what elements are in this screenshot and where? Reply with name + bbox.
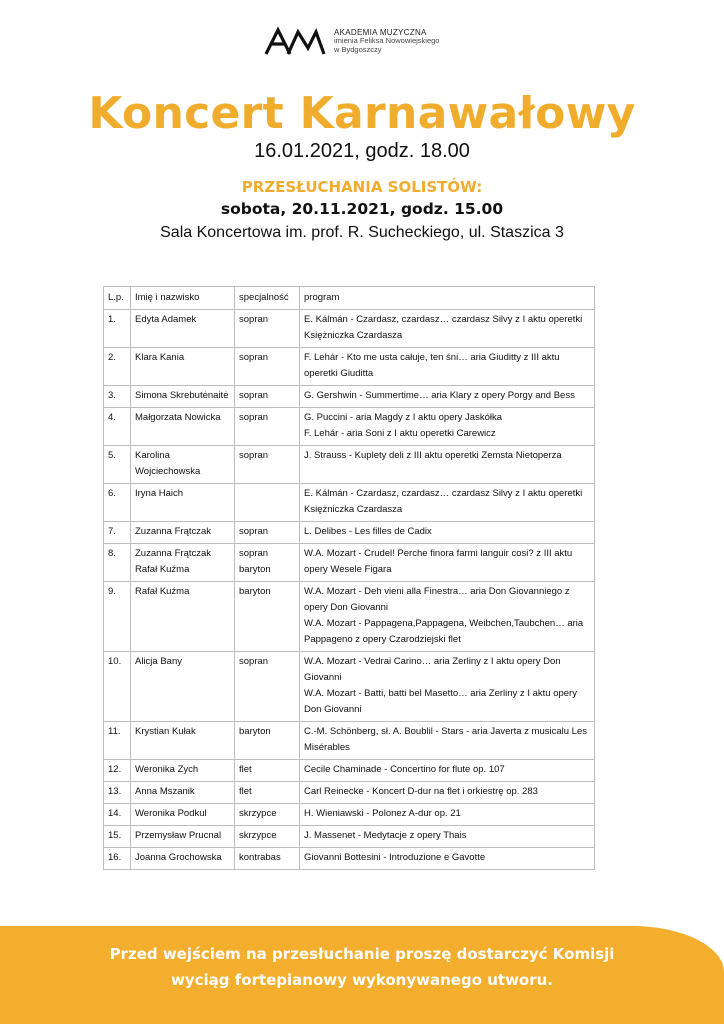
audition-venue: Sala Koncertowa im. prof. R. Sucheckiego, ul. Staszica 3 [160,224,564,241]
table-row [104,484,595,522]
cell-specialty: sopran [235,522,300,544]
table-row [104,348,595,386]
cell-specialty: sopran [235,408,300,446]
cell-name: Zuzanna Frątczak [131,522,235,544]
cell-name: Iryna Haich [131,484,235,522]
cell-name: Rafał Kuźma [131,582,235,652]
cell-specialty: kontrabas [235,848,300,870]
cell-program: Giovanni Bottesini - Introduzione e Gavotte [300,848,595,870]
cell-name: Przemysław Prucnal [131,826,235,848]
cell-program: E. Kálmán - Czardasz, czardasz… czardasz Silvy z I aktu operetki Księżniczka Czardasza [300,310,595,348]
table-row [104,310,595,348]
cell-lp: 9. [104,582,131,652]
cell-lp: 11. [104,722,131,760]
cell-specialty: baryton [235,722,300,760]
cell-program: E. Kálmán - Czardasz, czardasz… czardasz Silvy z I aktu operetki Księżniczka Czardasza [300,484,595,522]
table-row [104,804,595,826]
cell-program: W.A. Mozart - Crudel! Perche finora farmi languir cosi? z III aktu opery Wesele Figara [300,544,595,582]
cell-name: Weronika Zych [131,760,235,782]
logo-line-3: w Bydgoszczy [334,44,382,54]
cell-program: C.-M. Schönberg, sł. A. Boublil - Stars - aria Javerta z musicalu Les Misérables [300,722,595,760]
cell-lp: 15. [104,826,131,848]
cell-lp: 14. [104,804,131,826]
cell-specialty [235,484,300,522]
cell-lp: 12. [104,760,131,782]
cell-name: Weronika Podkul [131,804,235,826]
cell-name: Małgorzata Nowicka [131,408,235,446]
header-program: program [300,287,595,310]
table-row [104,408,595,446]
cell-lp: 1. [104,310,131,348]
cell-program: F. Lehár - Kto me usta całuje, ten śni… aria Giuditty z III aktu operetki Giuditta [300,348,595,386]
table-body [104,310,595,870]
cell-specialty: sopran [235,348,300,386]
logo-line-1: AKADEMIA MUZYCZNA [334,28,427,37]
cell-lp: 8. [104,544,131,582]
cell-name: Zuzanna Frątczak Rafał Kuźma [131,544,235,582]
table-row [104,522,595,544]
header-name: Imię i nazwisko [131,287,235,310]
cell-specialty: skrzypce [235,804,300,826]
cell-lp: 7. [104,522,131,544]
table-row [104,722,595,760]
table-row [104,652,595,722]
table-row [104,582,595,652]
cell-program: W.A. Mozart - Deh vieni alla Finestra… aria Don Giovanniego z opery Don Giovanni W.A. Mozart - Pappagena,Pappagena, Weibchen,Taubchen… aria Pappageno z opery Czarodziejski flet [300,582,595,652]
cell-specialty: flet [235,760,300,782]
table-row [104,826,595,848]
cell-name: Alicja Bany [131,652,235,722]
page-title: Koncert Karnawałowy [88,88,636,139]
logo-line-2: imienia Feliksa Nowowiejskiego [334,36,440,46]
cell-lp: 4. [104,408,131,446]
cell-program: G. Puccini - aria Magdy z I aktu opery Jaskółka F. Lehár - aria Soni z I aktu operetki Carewicz [300,408,595,446]
cell-specialty: skrzypce [235,826,300,848]
cell-specialty: sopran [235,652,300,722]
cell-name: Anna Mszanik [131,782,235,804]
cell-specialty: sopran baryton [235,544,300,582]
cell-name: Karolina Wojciechowska [131,446,235,484]
cell-lp: 6. [104,484,131,522]
cell-program: Carl Reinecke - Koncert D-dur na flet i orkiestrę op. 283 [300,782,595,804]
cell-specialty: sopran [235,446,300,484]
cell-specialty: flet [235,782,300,804]
cell-lp: 16. [104,848,131,870]
cell-specialty: baryton [235,582,300,652]
cell-name: Edyta Adamek [131,310,235,348]
table-row [104,544,595,582]
cell-program: L. Delibes - Les filles de Cadix [300,522,595,544]
am-monogram-icon [264,26,326,56]
cell-lp: 10. [104,652,131,722]
audition-datetime: sobota, 20.11.2021, godz. 15.00 [220,200,504,218]
table-row [104,386,595,408]
cell-specialty: sopran [235,386,300,408]
table-row [104,782,595,804]
cell-specialty: sopran [235,310,300,348]
cell-program: H. Wieniawski - Polonez A-dur op. 21 [300,804,595,826]
header-specialty: specjalność [235,287,300,310]
cell-name: Joanna Grochowska [131,848,235,870]
footer-line-1: Przed wejściem na przesłuchanie proszę dostarczyć Komisji [109,945,615,963]
cell-name: Klara Kania [131,348,235,386]
academy-logo [264,26,439,62]
cell-name: Krystian Kułak [131,722,235,760]
soloists-table [103,286,595,870]
cell-program: Cecile Chaminade - Concertino for flute op. 107 [300,760,595,782]
table-row [104,760,595,782]
cell-lp: 5. [104,446,131,484]
audition-heading: PRZESŁUCHANIA SOLISTÓW: [241,178,483,196]
concert-date: 16.01.2021, godz. 18.00 [254,140,470,162]
cell-program: J. Strauss - Kuplety deli z III aktu operetki Zemsta Nietoperza [300,446,595,484]
header-lp: L.p. [104,287,131,310]
cell-lp: 13. [104,782,131,804]
footer-line-2: wyciąg fortepianowy wykonywanego utworu. [170,971,554,989]
cell-name: Simona Skrebutėnaitė [131,386,235,408]
footer-note [0,941,724,993]
cell-program: J. Massenet - Medytacje z opery Thais [300,826,595,848]
cell-program: W.A. Mozart - Vedrai Carino… aria Zerliny z I aktu opery Don Giovanni W.A. Mozart - Batti, batti bel Masetto… aria Zerliny z I aktu opery Don Giovanni [300,652,595,722]
cell-lp: 2. [104,348,131,386]
table-row [104,848,595,870]
cell-lp: 3. [104,386,131,408]
table-row [104,446,595,484]
table-header-row [104,287,595,310]
logo-text [334,28,439,54]
cell-program: G. Gershwin - Summertime… aria Klary z opery Porgy and Bess [300,386,595,408]
